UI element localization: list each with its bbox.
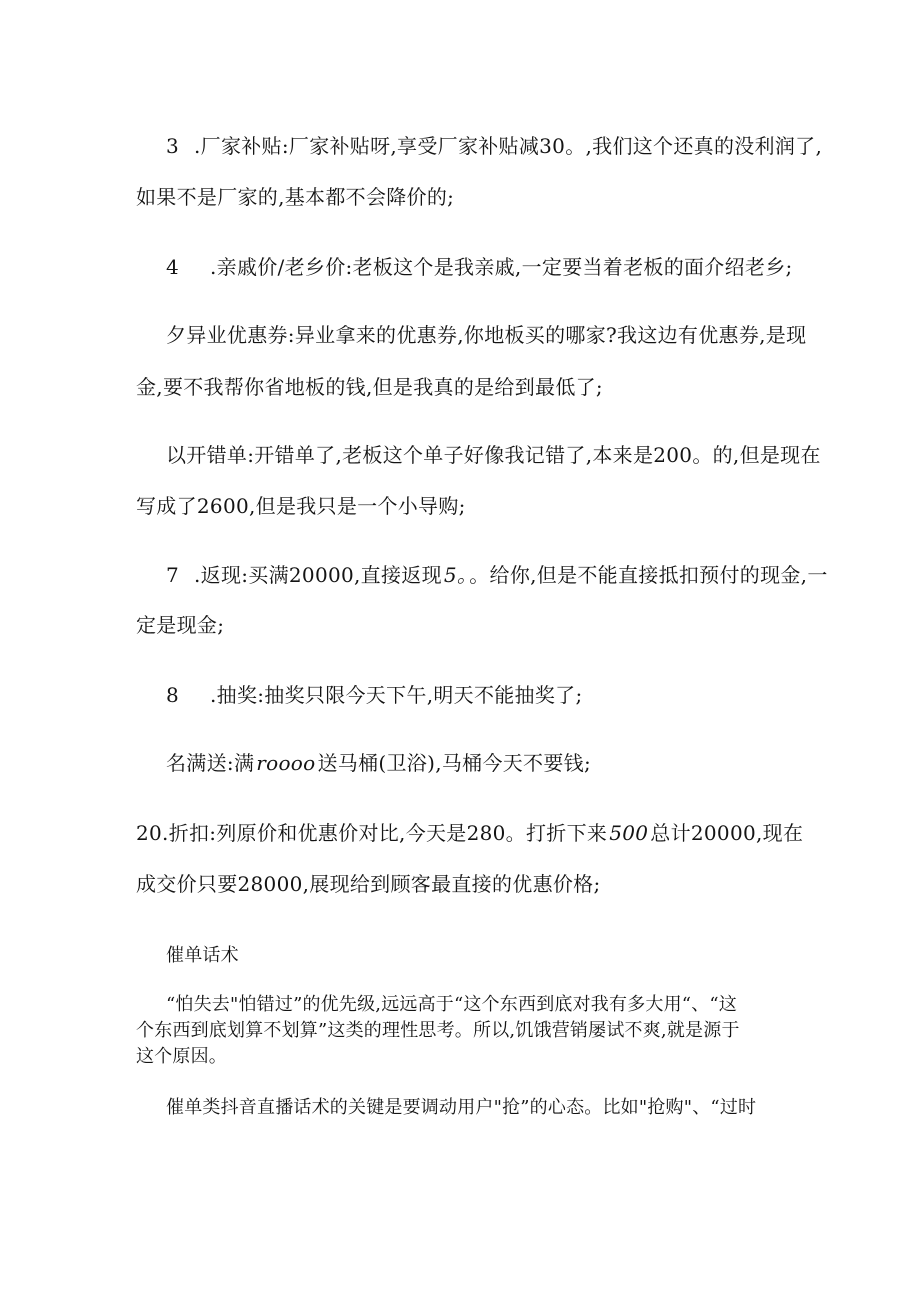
item-20-line-2: 成交价只要28000,展现给到顾客最直接的优惠价格;: [136, 872, 601, 896]
item-6-line-1: 以开错单:开错单了,老板这个单子好像我记错了,本来是200。的,但是现在: [166, 443, 821, 467]
section-title: 催单话术: [166, 945, 239, 966]
item-8-line-1: [166, 682, 583, 708]
paragraph-2-line-1: 催单类抖音直播话术的关键是要调动用户"抢”的心态。比如"抢购"、“过时: [166, 1097, 757, 1118]
item-text-italic: 5。: [443, 563, 468, 587]
item-text: .厂家补贴:厂家补贴呀,享受厂家补贴减30。,我们这个还真的没利润了,: [194, 134, 823, 158]
item-number: 3: [166, 134, 180, 158]
item-3-line-2: 如果不是厂家的,基本都不会降价的;: [136, 185, 455, 209]
item-text-italic: 500: [609, 821, 649, 845]
item-5-line-2: 金,要不我帮你省地板的钱,但是我真的是给到最低了;: [136, 375, 603, 399]
paragraph-1-line-2: 个东西到底划算不划算”这类的理性思考。所以,饥饿营销屡试不爽,就是源于: [136, 1020, 740, 1041]
item-text: .亲戚价/老乡价:老板这个是我亲戚,一定要当着老板的面介绍老乡;: [210, 255, 793, 279]
item-text-italic: roooo: [256, 751, 316, 775]
item-6-line-2: 写成了2600,但是我只是一个小导购;: [136, 494, 466, 518]
item-20-line-1: [136, 820, 803, 846]
item-number: 7: [166, 563, 180, 587]
item-4-line-1: [166, 254, 793, 280]
paragraph-1-line-1: “怕失去"怕错过”的优先级,远远高于“这个东西到底对我有多大用“、“这: [166, 994, 738, 1015]
item-5-line-1: 夕异业优惠券:异业拿来的优惠券,你地板买的哪家?我这边有优惠券,是现: [166, 323, 807, 347]
item-number: 4: [166, 255, 180, 279]
item-text: 送马桶(卫浴),马桶今天不要钱;: [317, 751, 591, 775]
item-text: .抽奖:抽奖只限今天下午,明天不能抽奖了;: [210, 683, 583, 707]
item-text: 名满送:满: [166, 751, 255, 775]
item-text: 20.折扣:列原价和优惠价对比,今天是280。打折下来: [136, 821, 608, 845]
item-text: .返现:买满20000,直接返现: [194, 563, 442, 587]
item-7-line-1: [166, 562, 828, 588]
item-number: 8: [166, 683, 180, 707]
item-text: 总计20000,现在: [650, 821, 804, 845]
paragraph-1-line-3: 这个原因。: [136, 1046, 227, 1067]
item-3-line-1: [166, 133, 822, 159]
item-9-line-1: [166, 750, 591, 776]
item-7-line-2: 定是现金;: [136, 613, 225, 637]
item-text: 。给你,但是不能直接抵扣预付的现金,一: [469, 563, 828, 587]
